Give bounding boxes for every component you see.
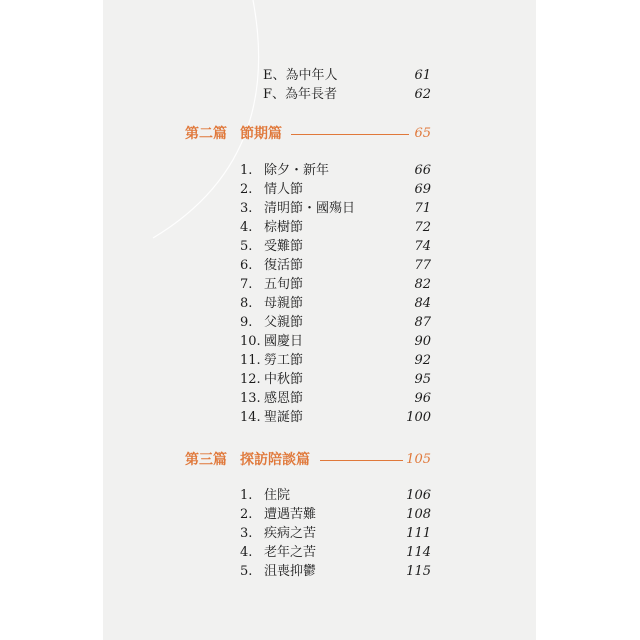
toc-entry[interactable]	[240, 275, 431, 294]
toc-entry-title: 疾病之苦	[264, 526, 317, 541]
toc-entry-page: 71	[414, 201, 431, 216]
section-name: 探訪陪談篇	[240, 452, 310, 468]
toc-entry-number: 3.	[240, 526, 253, 541]
toc-sub-entry[interactable]	[263, 66, 431, 85]
toc-entry-page: 74	[414, 239, 431, 254]
toc-entry-page: 95	[414, 372, 431, 387]
toc-entry-number: 11.	[240, 353, 261, 368]
toc-entry-page: 108	[406, 507, 431, 522]
book-page	[103, 0, 536, 640]
toc-entry-title: E、為中年人	[263, 68, 338, 83]
toc-entry-title: 中秋節	[264, 372, 304, 387]
toc-entry[interactable]	[240, 408, 431, 427]
toc-entry-page: 92	[414, 353, 431, 368]
section-heading[interactable]	[185, 123, 431, 145]
toc-entry-title: 五旬節	[264, 277, 304, 292]
toc-entry-title: 棕樹節	[264, 220, 304, 235]
toc-entry-title: 除夕・新年	[264, 163, 330, 178]
toc-entry[interactable]	[240, 180, 431, 199]
toc-entry-title: 母親節	[264, 296, 304, 311]
toc-entry[interactable]	[240, 256, 431, 275]
toc-entry-title: 復活節	[264, 258, 304, 273]
toc-entry-page: 77	[414, 258, 431, 273]
toc-entry[interactable]	[240, 199, 431, 218]
toc-entry-number: 4.	[240, 545, 253, 560]
toc-entry-title: 情人節	[264, 182, 304, 197]
toc-entry[interactable]	[240, 505, 431, 524]
section-page: 65	[414, 126, 431, 141]
toc-entry-number: 1.	[240, 163, 253, 178]
toc-entry[interactable]	[240, 161, 431, 180]
toc-entry-number: 2.	[240, 182, 253, 197]
toc-entry-number: 14.	[240, 410, 261, 425]
toc-entry-number: 12.	[240, 372, 261, 387]
toc-entry-title: F、為年長者	[263, 87, 338, 102]
toc-entry-page: 106	[406, 488, 431, 503]
toc-entry-page: 66	[414, 163, 431, 178]
section-page: 105	[406, 452, 431, 467]
toc-entry-title: 感恩節	[264, 391, 304, 406]
toc-entry-number: 5.	[240, 564, 253, 579]
toc-entry-title: 老年之苦	[264, 545, 317, 560]
toc-entry-page: 84	[414, 296, 431, 311]
toc-entry-number: 3.	[240, 201, 253, 216]
toc-entry[interactable]	[240, 370, 431, 389]
toc-entry-title: 受難節	[264, 239, 304, 254]
toc-entry-number: 4.	[240, 220, 253, 235]
toc-entry-number: 6.	[240, 258, 253, 273]
toc-entry[interactable]	[240, 237, 431, 256]
toc-entry-number: 1.	[240, 488, 253, 503]
toc-entry[interactable]	[240, 486, 431, 505]
toc-sub-entry[interactable]	[263, 85, 431, 104]
toc-entry-number: 5.	[240, 239, 253, 254]
toc-entry-title: 國慶日	[264, 334, 304, 349]
toc-entry[interactable]	[240, 562, 431, 581]
toc-entry[interactable]	[240, 332, 431, 351]
toc-entry-title: 住院	[264, 488, 291, 503]
toc-entry-page: 115	[406, 564, 431, 579]
toc-entry-page: 100	[406, 410, 431, 425]
toc-entry-number: 2.	[240, 507, 253, 522]
toc-entry-number: 8.	[240, 296, 253, 311]
toc-entry-page: 62	[414, 87, 431, 102]
toc-entry-title: 遭遇苦難	[264, 507, 317, 522]
toc-entry-number: 7.	[240, 277, 253, 292]
section-label: 第二篇	[185, 126, 227, 142]
toc-entry-number: 9.	[240, 315, 253, 330]
toc-entry-title: 聖誕節	[264, 410, 304, 425]
toc-entry-page: 114	[406, 545, 431, 560]
section-rule	[291, 134, 409, 135]
toc-entry[interactable]	[240, 389, 431, 408]
toc-entry[interactable]	[240, 524, 431, 543]
toc-entry-page: 69	[414, 182, 431, 197]
toc-entry-page: 87	[414, 315, 431, 330]
toc-entry-page: 111	[406, 526, 431, 541]
toc-entry-title: 沮喪抑鬱	[264, 564, 317, 579]
toc-entry-page: 90	[414, 334, 431, 349]
toc-entry-title: 父親節	[264, 315, 304, 330]
toc-entry-title: 勞工節	[264, 353, 304, 368]
toc-entry-page: 61	[414, 68, 431, 83]
toc-entry[interactable]	[240, 218, 431, 237]
toc-entry[interactable]	[240, 351, 431, 370]
toc-entry-page: 72	[414, 220, 431, 235]
section-label: 第三篇	[185, 452, 227, 468]
toc-entry-title: 清明節・國殤日	[264, 201, 356, 216]
section-name: 節期篇	[240, 126, 282, 142]
toc-entry[interactable]	[240, 294, 431, 313]
toc-entry[interactable]	[240, 313, 431, 332]
toc-entry-page: 96	[414, 391, 431, 406]
toc-entry-number: 10.	[240, 334, 261, 349]
section-rule	[320, 460, 403, 461]
toc-entry-number: 13.	[240, 391, 261, 406]
toc-entry[interactable]	[240, 543, 431, 562]
toc-entry-page: 82	[414, 277, 431, 292]
section-heading[interactable]	[185, 449, 431, 471]
